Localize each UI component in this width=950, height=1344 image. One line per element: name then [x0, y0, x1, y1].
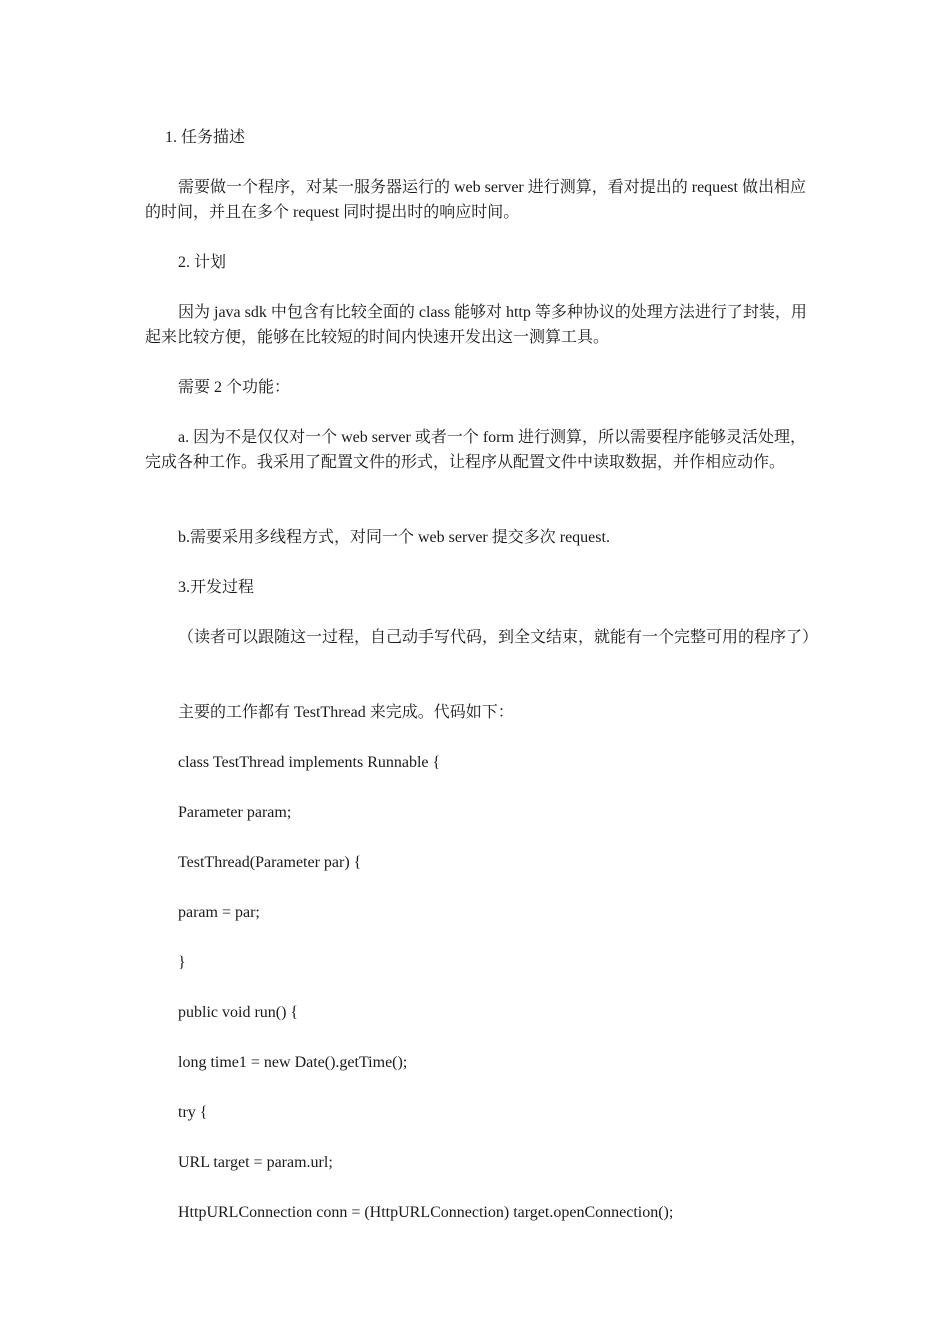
paragraph-requirements: 需要 2 个功能： — [178, 379, 291, 396]
code-line: HttpURLConnection conn = (HttpURLConnection) target.openConnection(); — [178, 1204, 674, 1221]
paragraph-plan: 因为 java sdk 中包含有比较全面的 class 能够对 http 等多种协议的处理方法进行了封装，用起来比较方便，能够在比较短的时间内快速开发出这一测算工具。 — [145, 304, 807, 346]
paragraph-task-description: 需要做一个程序，对某一服务器运行的 web server 进行测算，看对提出的 request 做出相应的时间，并且在多个 request 同时提出时的响应时间。 — [145, 179, 806, 221]
paragraph-requirement-b: b.需要采用多线程方式，对同一个 web server 提交多次 request. — [178, 529, 610, 546]
code-line: class TestThread implements Runnable { — [178, 754, 441, 771]
heading-development-process: 3.开发过程 — [178, 579, 255, 596]
paragraph-requirement-a: a. 因为不是仅仅对一个 web server 或者一个 form 进行测算，所以需要程序能够灵活处理，完成各种工作。我采用了配置文件的形式，让程序从配置文件中读取数据，并作相应动作。 — [145, 429, 806, 471]
paragraph-code-intro: 主要的工作都有 TestThread 来完成。代码如下： — [178, 704, 514, 721]
paragraph-reader-note: （读者可以跟随这一过程，自己动手写代码，到全文结束，就能有一个完整可用的程序了） — [178, 629, 819, 646]
code-line: public void run() { — [178, 1004, 299, 1021]
code-line: param = par; — [178, 904, 260, 921]
heading-task-description: 1. 任务描述 — [165, 129, 246, 146]
code-line: } — [178, 954, 186, 971]
code-line: try { — [178, 1104, 208, 1121]
code-line: URL target = param.url; — [178, 1154, 333, 1171]
heading-plan: 2. 计划 — [178, 254, 227, 271]
code-line: TestThread(Parameter par) { — [178, 854, 362, 871]
code-line: Parameter param; — [178, 804, 292, 821]
code-line: long time1 = new Date().getTime(); — [178, 1054, 408, 1071]
